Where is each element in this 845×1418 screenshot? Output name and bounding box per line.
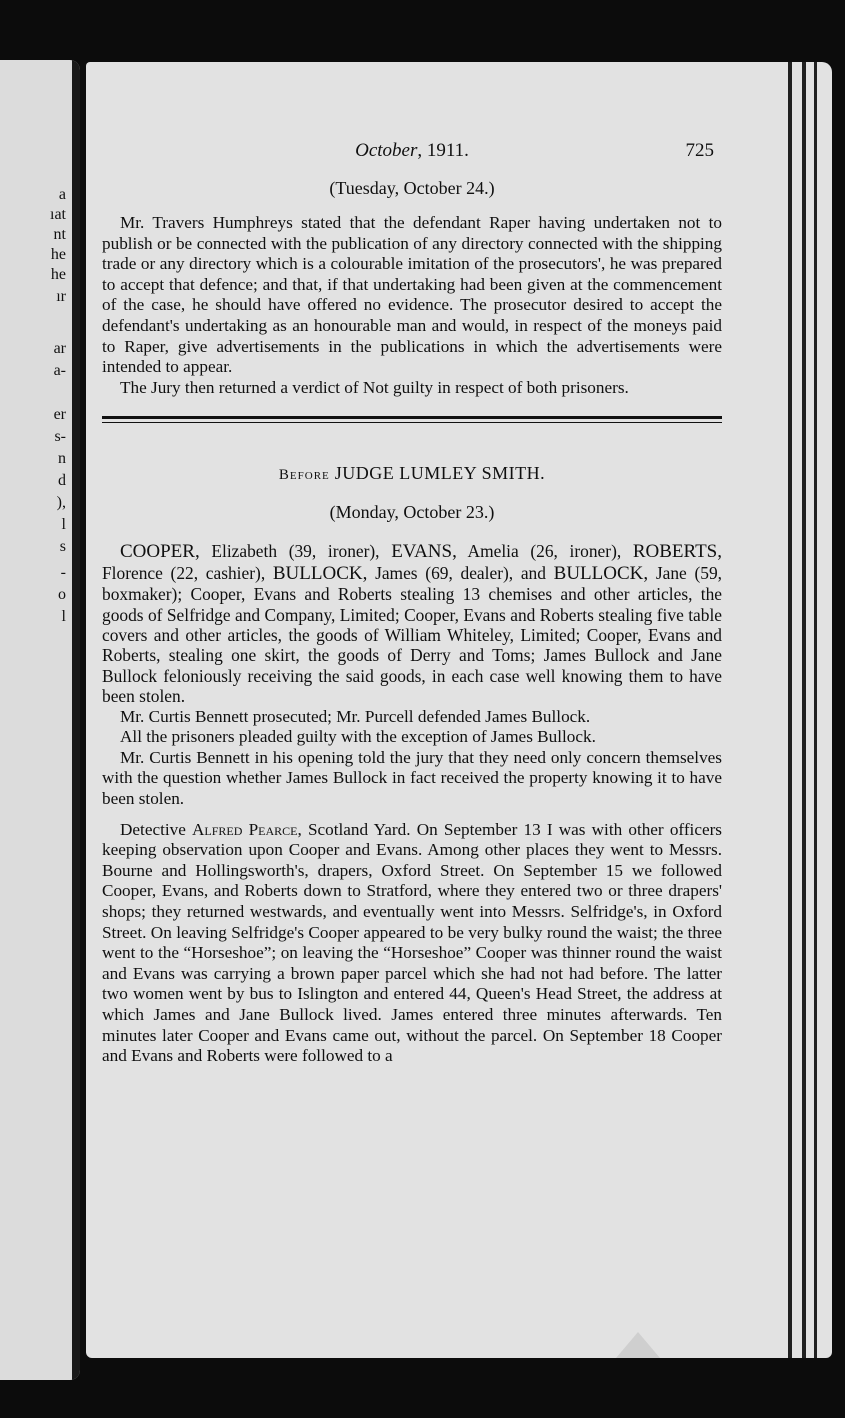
running-head xyxy=(102,140,722,166)
book-spine xyxy=(72,60,80,1380)
left-page-fragment: s- xyxy=(54,428,66,445)
defendant-details: James (69, dealer), and xyxy=(367,562,554,583)
witness-prefix: Detective xyxy=(120,819,193,839)
left-page-fragment: o xyxy=(58,586,66,603)
defendant-details: Florence (22, cashier), xyxy=(102,562,273,583)
paragraph: Mr. Curtis Bennett prosecuted; Mr. Purcell defended James Bullock. xyxy=(120,706,591,726)
page-number: 725 xyxy=(685,140,714,161)
section-divider xyxy=(102,416,722,423)
paragraph: Mr. Travers Humphreys stated that the defendant Raper having undertaken not to publish or be connected with the publication of any directory connected with the shipping trade or any directory which is a colourable imitation of the prosecutors', he was prepared to accept that defence; and that, if that undertaking had been given at the commencement of the case, he should have offered no evidence. The prosecutor desired to accept the defendant's undertaking as an honourable man and would, in respect of the moneys paid to Raper, give advertisements in the publications in which the advertisements were intended to appear. xyxy=(102,213,722,377)
left-page-fragment: a xyxy=(58,186,66,203)
left-page-fragment: nt xyxy=(53,226,66,243)
page-text xyxy=(102,140,722,1067)
left-page-fragment: l xyxy=(61,608,66,625)
paragraph: All the prisoners pleaded guilty with the exception of James Bullock. xyxy=(120,727,596,747)
left-page-fragment: - xyxy=(60,564,66,581)
book-page xyxy=(86,62,832,1358)
paragraph: Mr. Curtis Bennett in his opening told the jury that they need only concern themselves with the question whether James Bullock in fact received the property knowing it to have been stolen. xyxy=(102,747,722,808)
indictment xyxy=(102,541,722,706)
left-page-fragment: ıat xyxy=(50,206,66,223)
page-corner-tear xyxy=(616,1332,660,1358)
defendant-name: EVANS, xyxy=(391,541,457,563)
court-heading xyxy=(102,463,722,484)
defendant-name: BULLOCK, xyxy=(553,562,649,584)
session-date: (Monday, October 23.) xyxy=(329,502,495,523)
before-label: Before xyxy=(278,467,330,484)
page-edge-line xyxy=(788,62,792,1358)
left-page-fragment: he xyxy=(50,246,66,263)
left-page-fragment: er xyxy=(53,406,66,423)
defendant-details: Elizabeth (39, ironer), xyxy=(199,541,392,562)
page-edge-line xyxy=(814,62,817,1358)
defendant-details: Amelia (26, ironer), xyxy=(456,541,633,562)
paragraph: The Jury then returned a verdict of Not guilty in respect of both prisoners. xyxy=(120,377,629,397)
left-page-fragment: ), xyxy=(56,494,66,511)
witness-name: Alfred Pearce xyxy=(192,819,298,839)
left-page-fragment: l xyxy=(61,516,66,533)
left-page-fragment: ar xyxy=(53,340,66,357)
left-page-fragment: he xyxy=(50,266,66,283)
judge-name: JUDGE LUMLEY SMITH. xyxy=(334,463,546,484)
evidence-text: , Scotland Yard. On September 13 I was with other officers keeping observation upon Cooper and Evans. Among other places they went to Messrs. Bourne and Hollingsworth's, drapers, Oxford Street. On September 15 we followed Cooper, Evans, and Roberts down to Stratford, where they entered two or three drapers' shops; they returned westwards, and eventually went into Messrs. Selfridge's, in Oxford Street. On leaving Selfridge's Cooper appeared to be very bulky round the waist; the three went to the “Horseshoe”; on leaving the “Horseshoe” Cooper was thinner round the waist and Evans was carrying a brown paper parcel which she had not had before. The latter two women went by bus to Islington and entered 44, Queen's Head Street, the address at which James and Jane Bullock lived. James entered three minutes afterwards. Ten minutes later Cooper and Evans came out, without the parcel. On September 18 Cooper and Evans and Roberts were followed to a xyxy=(102,819,722,1066)
header-month: October xyxy=(355,140,418,161)
left-page-fragment: s xyxy=(59,538,66,555)
charges-text: Jane (59, boxmaker); Cooper, Evans and Roberts stealing 13 chemises and other articles, the goods of Selfridge and Company, Limited; Cooper, Evans and Roberts stealing five table covers and other articles, the goods of William Whiteley, Limited; Cooper, Evans and Roberts, stealing one skirt, the goods of Derry and Toms; James Bullock and Jane Bullock feloniously receiving the said goods, in each case well knowing them to have been stolen. xyxy=(102,562,722,707)
page-edge-line xyxy=(802,62,806,1358)
left-page-fragment: n xyxy=(58,450,66,467)
left-page-fragment: ır xyxy=(56,288,66,305)
left-page-fragment: d xyxy=(58,472,66,489)
left-page-fragment: a- xyxy=(53,362,66,379)
defendant-name: BULLOCK, xyxy=(272,562,368,584)
header-year: , 1911. xyxy=(417,140,469,161)
defendant-name: COOPER, xyxy=(120,541,200,563)
session-date: (Tuesday, October 24.) xyxy=(329,178,495,198)
witness-evidence xyxy=(102,820,722,1067)
left-page-edge xyxy=(0,60,80,1380)
defendant-name: ROBERTS, xyxy=(632,541,722,563)
